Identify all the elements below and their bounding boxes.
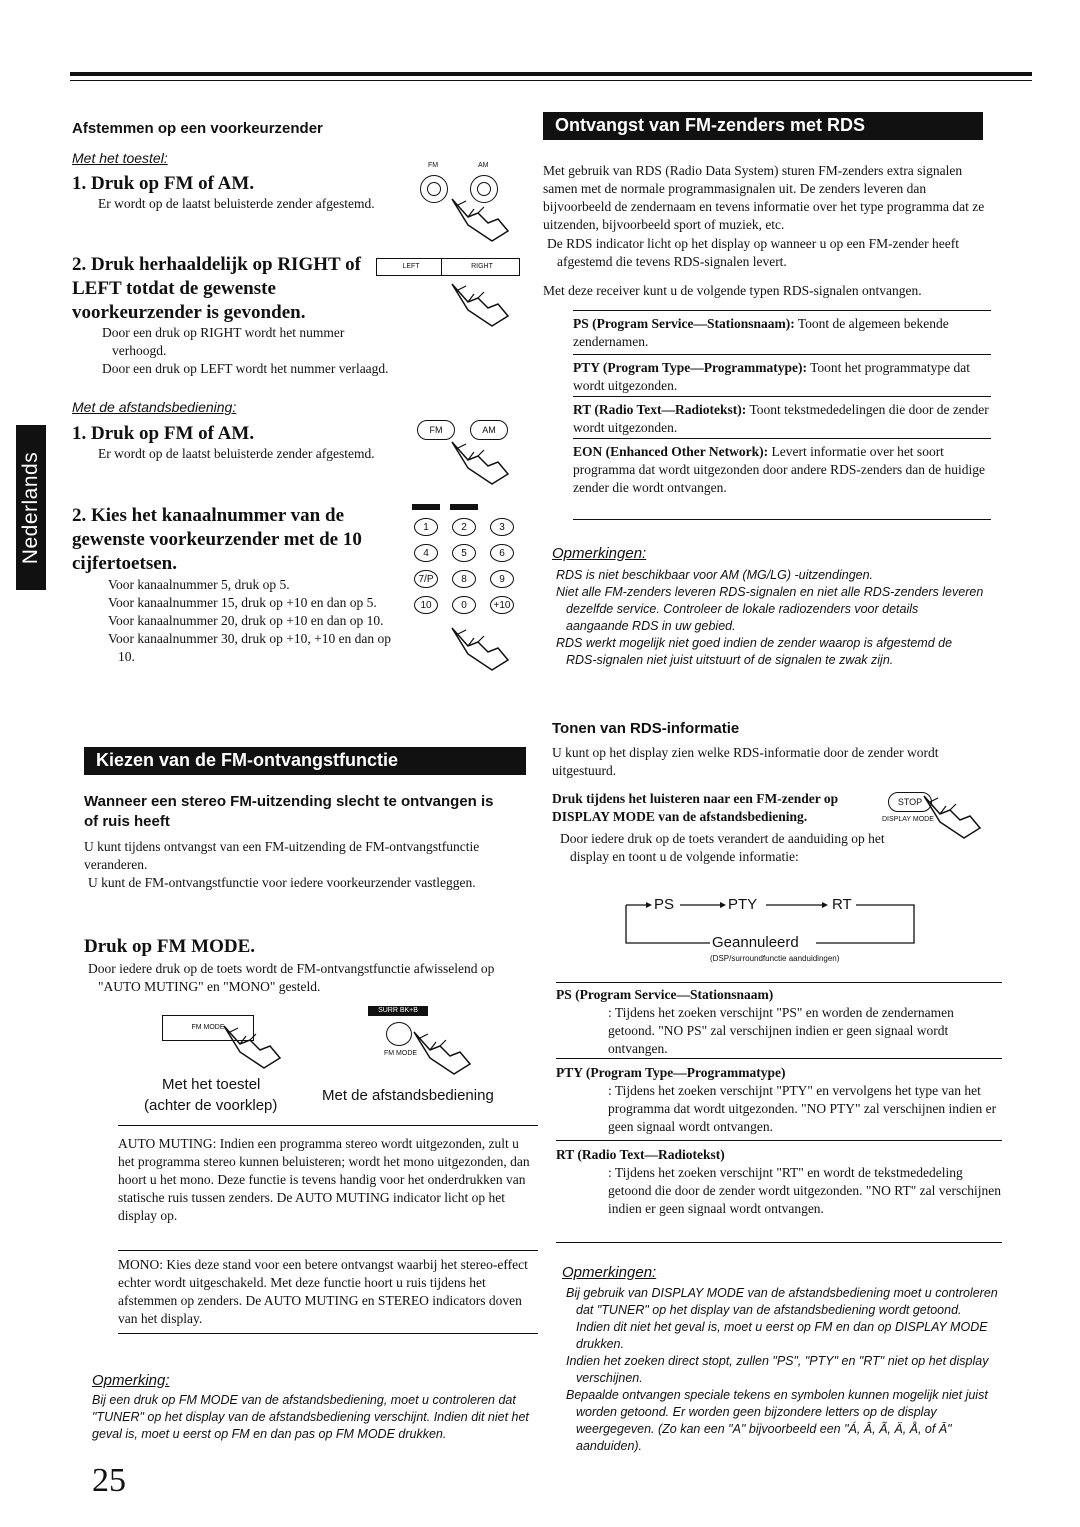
signal-type-rt: RT (Radio Text—Radiotekst): Toont tekstmededelingen die door de zender wordt uitgezonden. xyxy=(573,402,989,435)
remote-label: Met de afstandsbediening: xyxy=(72,399,237,415)
pointing-hand-icon xyxy=(448,280,518,330)
note-item: Indien het zoeken direct stopt, zullen "PS", "PTY" en "RT" niet op het display verschijnen. xyxy=(566,1354,989,1385)
pointing-hand-icon xyxy=(920,792,990,842)
divider xyxy=(556,1058,1002,1059)
remote-step1-body: Er wordt op de laatst beluisterde zender afgestemd. xyxy=(98,446,375,461)
pointing-hand-icon xyxy=(448,438,518,488)
unit-step2-bullets xyxy=(98,324,478,378)
cycle-cancel: Geannuleerd xyxy=(712,934,799,951)
detail-ps: PS (Program Service—Stationsnaam) : Tijdens het zoeken verschijnt "PS" en worden de zendernamen getoond. "NO PS" zal verschijnen indien er geen signaal wordt ontvangen. xyxy=(556,987,954,1056)
keypad-key[interactable]: 4 xyxy=(414,544,438,562)
bullet: Voor kanaalnummer 5, druk op 5. xyxy=(108,577,290,592)
divider xyxy=(573,354,991,355)
notes2-label: Opmerkingen: xyxy=(562,1264,657,1281)
left-right-buttons xyxy=(376,258,520,276)
keypad-label-bar xyxy=(450,504,478,510)
fm-mode-bullet: Door iedere druk op de toets wordt de FM-ontvangstfunctie afwisselend op "AUTO MUTING" en "MONO" gesteld. xyxy=(88,961,495,994)
rds-banner: Ontvangst van FM-zenders met RDS xyxy=(543,112,983,140)
right-button[interactable]: RIGHT xyxy=(471,263,493,270)
unit-step1-title: 1. Druk op FM of AM. xyxy=(72,173,255,194)
bullet: Door een druk op RIGHT wordt het nummer verhoogd. xyxy=(102,325,345,358)
stereo-heading: Wanneer een stereo FM-uitzending slecht te ontvangen is of ruis heeft xyxy=(84,793,494,830)
detail-rt: RT (Radio Text—Radiotekst) : Tijdens het zoeken verschijnt "RT" en wordt de tekstmededeling getoond die door de zender wordt uitgezonden. "NO RT" zal verschijnen indien er geen signaal wordt ontvangen. xyxy=(556,1147,1001,1216)
caption-remote: Met de afstandsbediening xyxy=(322,1087,494,1104)
rds-info-heading: Tonen van RDS-informatie xyxy=(552,720,740,737)
note-label: Opmerking: xyxy=(92,1372,170,1389)
top-rule-thin xyxy=(70,80,1032,81)
keypad-key[interactable]: 7/P xyxy=(414,570,438,588)
keypad-label-bar xyxy=(412,504,440,510)
unit-step1-body: Er wordt op de laatst beluisterde zender afgestemd. xyxy=(98,196,375,211)
note-item: Niet alle FM-zenders leveren RDS-signalen en niet alle RDS-zenders leveren dezelfde service. Controleer de lokale radiozenders voor details aangaande RDS in uw gebied. xyxy=(556,585,984,633)
stereo-bullet: U kunt de FM-ontvangstfunctie voor iedere voorkeurzender vastleggen. xyxy=(88,875,476,890)
signal-type-pty: PTY (Program Type—Programmatype): Toont het programmatype dat wordt uitgezonden. xyxy=(573,360,970,393)
notes1-list xyxy=(554,567,984,669)
display-mode-label: DISPLAY MODE xyxy=(882,816,934,823)
divider xyxy=(118,1333,538,1334)
note-item: RDS is niet beschikbaar voor AM (MG/LG) -uitzendingen. xyxy=(556,568,874,582)
note-item: Bij gebruik van DISPLAY MODE van de afstandsbediening moet u controleren dat "TUNER" op het display van de afstandsbediening wordt getoond. Indien dit niet het geval is, moet u eerst op FM en dan op DISPLAY MODE drukken. xyxy=(566,1286,998,1351)
remote-fm-mode-label: FM MODE xyxy=(384,1050,418,1057)
divider xyxy=(118,1125,538,1126)
divider xyxy=(556,1242,1002,1243)
remote-step2-title: 2. Kies het kanaalnummer van de gewenste voorkeurzender met de 10 cijfertoetsen. xyxy=(72,505,362,574)
fm-mode-banner: Kiezen van de FM-ontvangstfunctie xyxy=(84,747,526,775)
mono-definition: MONO: Kies deze stand voor een betere ontvangst waarbij het stereo-effect echter wordt uitgeschakeld. Met deze functie hoort u ruis tijdens het afstemmen op zenders. De AUTO MUTING en STEREO indicators doven van het display. xyxy=(118,1257,528,1326)
fm-label: FM xyxy=(428,162,439,169)
pointing-hand-icon xyxy=(448,624,518,674)
keypad-key[interactable]: 0 xyxy=(452,596,476,614)
auto-muting-definition: AUTO MUTING: Indien een programma stereo wordt uitgezonden, zult u het programma stereo kunnen beluisteren; wordt het mono uitgezonden, dan hoort u het mono. Deze functie is tevens handig voor het onderdrukken van statische ruis tussen zenders. De AUTO MUTING indicator licht op het display op. xyxy=(118,1136,530,1223)
divider xyxy=(573,519,991,520)
note-item: Bepaalde ontvangen speciale tekens en symbolen kunnen mogelijk niet juist worden getoond. Er worden geen bijzondere letters op de display weergegeven. (Zo kan een "A" bijvoorbeeld een "Á, Â, Ã, Ä, Å, of Ā" aanduiden). xyxy=(566,1388,988,1453)
bullet: Door een druk op LEFT wordt het nummer verlaagd. xyxy=(102,361,389,376)
am-label: AM xyxy=(478,162,489,169)
cycle-ps: PS xyxy=(654,896,675,913)
bullet: Voor kanaalnummer 30, druk op +10, +10 en dan op 10. xyxy=(108,631,392,664)
divider xyxy=(573,438,991,439)
unit-fm-mode-button[interactable]: FM MODE xyxy=(162,1015,254,1041)
stop-button[interactable]: STOP xyxy=(888,792,932,812)
rds-types-intro: Met deze receiver kunt u de volgende typen RDS-signalen ontvangen. xyxy=(543,283,922,298)
keypad-key[interactable]: 8 xyxy=(452,570,476,588)
remote-fm-button[interactable]: FM xyxy=(417,420,455,440)
page-number: 25 xyxy=(92,1462,126,1499)
signal-type-ps: PS (Program Service—Stationsnaam): Toont de algemeen bekende zendernamen. xyxy=(573,316,949,349)
unit-step2-title: 2. Druk herhaaldelijk op RIGHT of LEFT totdat de gewenste voorkeurzender is gevonden. xyxy=(72,254,361,323)
divider xyxy=(573,310,991,311)
language-tab: Nederlands xyxy=(16,425,46,590)
surr-label: SURR BK+B xyxy=(368,1006,428,1016)
remote-step1-title: 1. Druk op FM of AM. xyxy=(72,423,255,444)
remote-fm-mode-button[interactable] xyxy=(386,1022,412,1046)
divider xyxy=(118,1250,538,1251)
note-text: Bij een druk op FM MODE van de afstandsbediening, moet u controleren dat "TUNER" op het display van de afstandsbediening verschijnt. Indien dit niet het geval is, moet u eerst op FM en dan pas op FM MODE drukken. xyxy=(92,1393,529,1441)
divider xyxy=(573,396,991,397)
remote-am-button[interactable]: AM xyxy=(470,420,508,440)
fm-button-inner xyxy=(427,182,441,196)
pointing-hand-icon xyxy=(220,1022,300,1072)
top-rule xyxy=(70,72,1032,76)
keypad-key[interactable]: 5 xyxy=(452,544,476,562)
pointing-hand-icon xyxy=(410,1028,490,1078)
caption-unit: Met het toestel xyxy=(162,1076,261,1093)
numeric-keypad xyxy=(412,504,522,624)
keypad-key[interactable]: +10 xyxy=(490,596,514,614)
left-button[interactable]: LEFT xyxy=(381,259,442,275)
bullet: Voor kanaalnummer 15, druk op +10 en dan op 5. xyxy=(108,595,377,610)
note-item: RDS werkt mogelijk niet goed indien de zender waarop is afgestemd de RDS-signalen niet juist uitstuurt of de signalen te zwak zijn. xyxy=(556,636,953,667)
notes2-list xyxy=(564,1285,998,1455)
cycle-pty: PTY xyxy=(728,896,758,913)
caption-unit-2: (achter de voorklep) xyxy=(144,1097,278,1114)
preset-heading: Afstemmen op een voorkeurzender xyxy=(72,120,323,137)
keypad-key[interactable]: 10 xyxy=(414,596,438,614)
remote-step2-bullets xyxy=(104,576,394,666)
detail-pty: PTY (Program Type—Programmatype) : Tijdens het zoeken verschijnt "PTY" en vervolgens het type van het programma dat wordt uitgezonden. "NO PTY" zal verschijnen indien er geen signaal wordt ontvangen. xyxy=(556,1065,997,1134)
on-unit-label: Met het toestel: xyxy=(72,150,168,166)
divider xyxy=(556,982,1002,983)
am-button-inner xyxy=(477,182,491,196)
rds-bullet: De RDS indicator licht op het display op wanneer u op een FM-zender heeft afgestemd die tevens RDS-signalen levert. xyxy=(547,236,960,269)
keypad-key[interactable]: 1 xyxy=(414,518,438,536)
rds-info-body: U kunt op het display zien welke RDS-informatie door de zender wordt uitgestuurd. xyxy=(552,745,939,778)
pointing-hand-icon xyxy=(448,195,518,245)
keypad-key[interactable]: 6 xyxy=(490,544,514,562)
divider xyxy=(556,1140,1002,1141)
bullet: Voor kanaalnummer 20, druk op +10 en dan op 10. xyxy=(108,613,384,628)
notes1-label: Opmerkingen: xyxy=(552,545,647,562)
stereo-body: U kunt tijdens ontvangst van een FM-uitzending de FM-ontvangstfunctie veranderen. xyxy=(84,839,480,872)
fm-mode-title: Druk op FM MODE. xyxy=(84,936,255,957)
keypad-key[interactable]: 3 xyxy=(490,518,514,536)
display-instruction: Druk tijdens het luisteren naar een FM-zender op DISPLAY MODE van de afstandsbediening. xyxy=(552,791,839,824)
rds-intro: Met gebruik van RDS (Radio Data System) sturen FM-zenders extra signalen samen met de normale programmasignalen uit. De zenders leveren dan bijvoorbeeld de zendernaam en tevens informatie over het type programma dat ze uitzenden, bijvoorbeeld sport of muziek, etc. xyxy=(543,163,985,232)
keypad-key[interactable]: 9 xyxy=(490,570,514,588)
display-bullet: Door iedere druk op de toets verandert de aanduiding op het display en toont u de volgende informatie: xyxy=(560,831,885,864)
keypad-key[interactable]: 2 xyxy=(452,518,476,536)
signal-type-eon: EON (Enhanced Other Network): Levert informatie over het soort programma dat wordt uitgezonden door andere RDS-zenders dan de huidige zender die wordt ontvangen. xyxy=(573,444,985,495)
display-cycle-diagram xyxy=(620,893,920,963)
cycle-cancel-sub: (DSP/surroundfunctie aanduidingen) xyxy=(710,954,840,963)
cycle-rt: RT xyxy=(832,896,852,913)
